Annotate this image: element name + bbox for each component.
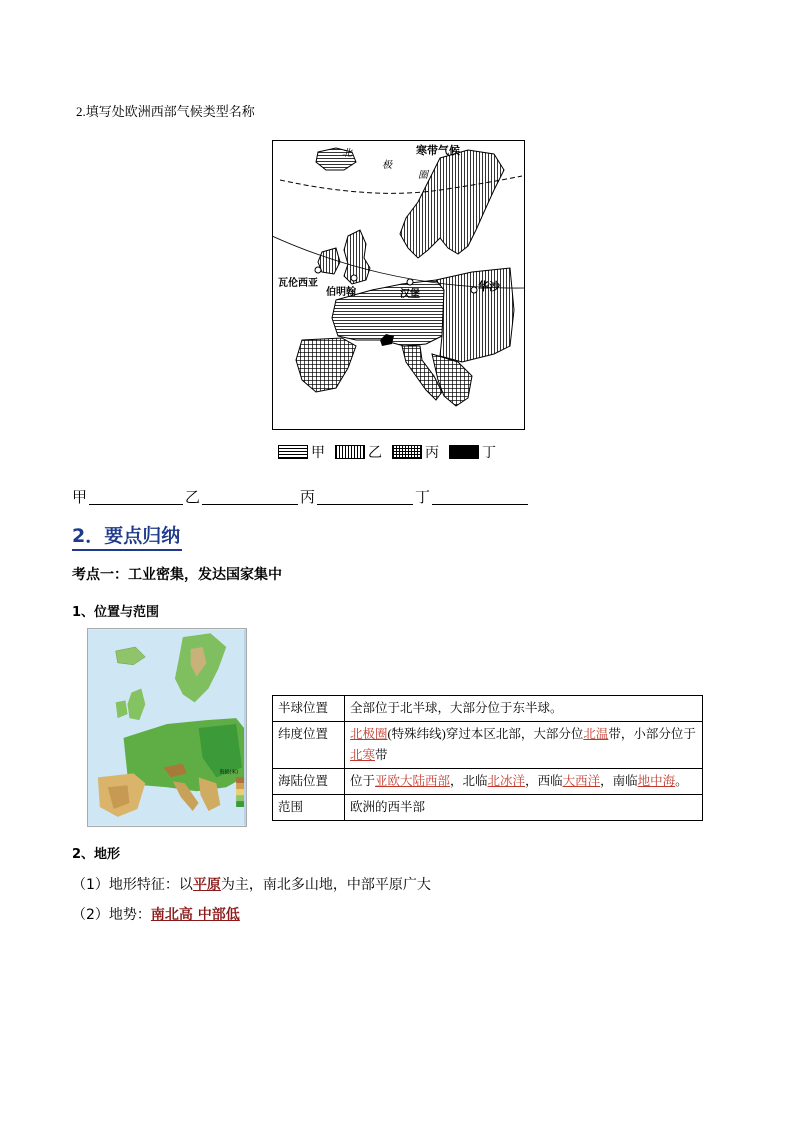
map-label-arctic-2: 极 (382, 160, 392, 171)
line-text: （1）地形特征：以 (72, 877, 193, 893)
elevation-legend-title: 海拔(米) (219, 769, 239, 776)
table-row (273, 769, 703, 795)
legend-swatch-vertical (335, 445, 365, 459)
answer-blank[interactable] (202, 490, 298, 505)
table-cell (345, 696, 703, 722)
answer-text: 南北高 中部低 (150, 907, 240, 923)
subheading-location: 1、位置与范围 (72, 605, 160, 620)
terrain-slope-line (72, 904, 240, 924)
section-title: 要点归纳 (104, 525, 181, 547)
table-row (273, 795, 703, 821)
eastern-europe-region (436, 268, 514, 362)
cell-text: 范围 (278, 800, 304, 814)
answer-text: 北寒 (350, 748, 376, 762)
cell-text: 全部位于北半球，大部分位于东半球。 (350, 701, 563, 715)
blank-label: 丙 (300, 488, 316, 506)
cell-text: 海陆位置 (278, 774, 329, 788)
section-heading (72, 521, 182, 551)
cell-text: 。 (675, 774, 688, 788)
table-header-cell (273, 722, 345, 769)
answer-blank[interactable] (317, 490, 413, 505)
fill-in-blanks (72, 486, 530, 507)
legend-label: 乙 (368, 445, 382, 461)
legend-swatch-grid (392, 445, 422, 459)
map-label-hamburg: 汉堡 (400, 289, 420, 300)
subheading-terrain: 2、地形 (72, 847, 121, 862)
legend-label: 丁 (482, 445, 496, 461)
europe-physical-map (87, 628, 247, 827)
location-table (272, 695, 703, 821)
answer-text: 北冰洋 (487, 774, 526, 788)
blank-label: 甲 (72, 488, 88, 506)
cell-text: ，北临 (450, 774, 488, 788)
table-header-cell (273, 769, 345, 795)
legend-swatch-solid (449, 445, 479, 459)
terrain-feature-line (72, 874, 431, 894)
line-text: （2）地势： (72, 907, 151, 923)
question-title: 2.填写处欧洲西部气候类型名称 (76, 104, 255, 119)
table-cell (345, 795, 703, 821)
section-number: 2． (72, 525, 105, 547)
answer-text: 地中海 (637, 774, 676, 788)
cell-text: 位于 (350, 774, 376, 788)
table-cell (345, 769, 703, 795)
map-label-arctic-1: 北 (342, 148, 352, 159)
legend-label: 丙 (425, 445, 439, 461)
line-text: 为主，南北多山地，中部平原广大 (220, 877, 431, 893)
cell-text: 欧洲的西半部 (350, 800, 426, 814)
table-header-cell (273, 795, 345, 821)
blank-label: 乙 (185, 488, 201, 506)
point-heading: 考点一：工业密集，发达国家集中 (72, 567, 282, 583)
map-label-arctic-3: 圈 (418, 170, 428, 181)
cell-text: ，南临 (600, 774, 638, 788)
table-header-cell (273, 696, 345, 722)
cell-text: 半球位置 (278, 701, 329, 715)
cell-text: 纬度位置 (278, 727, 329, 741)
map-label-valencia: 瓦伦西亚 (278, 278, 318, 289)
cell-text: 带，小部分位于 (608, 727, 696, 741)
climate-map (272, 140, 525, 430)
answer-text: 北温 (583, 727, 609, 741)
map-legend (278, 441, 506, 463)
answer-blank[interactable] (432, 490, 528, 505)
cell-text: 带 (375, 748, 388, 762)
answer-blank[interactable] (89, 490, 183, 505)
map-label-cold-zone: 寒带气候 (416, 144, 460, 157)
cell-text: (特殊纬线)穿过本区北部，大部分位 (387, 727, 584, 741)
table-row (273, 722, 703, 769)
blank-label: 丁 (415, 488, 431, 506)
table-row (273, 696, 703, 722)
map-label-birmingham: 伯明翰 (326, 287, 356, 298)
answer-text: 北极圈 (350, 727, 388, 741)
legend-label: 甲 (311, 445, 325, 461)
legend-swatch-horizontal (278, 445, 308, 459)
cell-text: ，西临 (525, 774, 563, 788)
answer-text: 平原 (192, 877, 221, 893)
answer-text: 亚欧大陆西部 (375, 774, 451, 788)
answer-text: 大西洋 (562, 774, 601, 788)
map-label-warsaw: 华沙 (478, 280, 500, 293)
table-cell (345, 722, 703, 769)
